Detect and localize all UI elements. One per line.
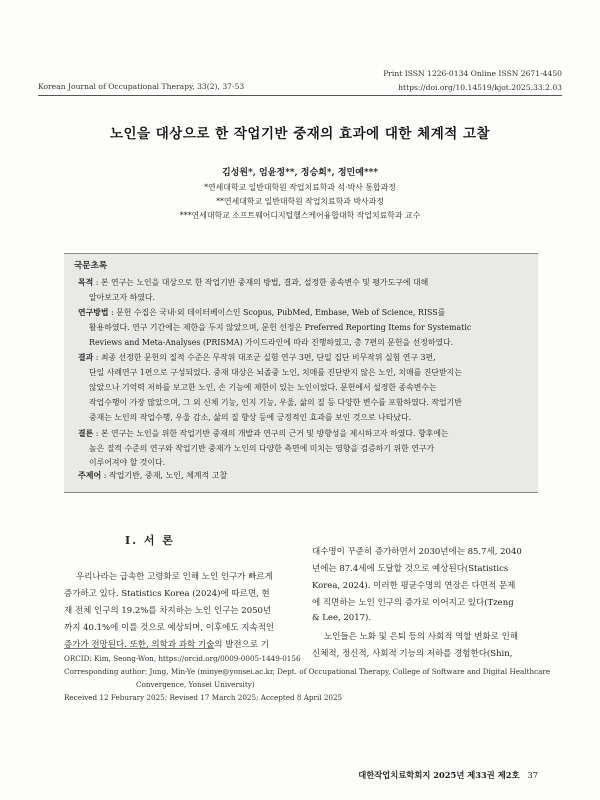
keywords-line: [78, 470, 227, 481]
body-line: 우리나라는 급속한 고령화로 인해 노인 인구가 빠르게: [76, 572, 273, 582]
abstract-line: 않았으나 기억력 저하를 보고한 노인, 손 기능에 제한이 있는 노인이었다. 문헌에서 설정한 종속변수는: [89, 383, 437, 392]
author-list: 김성원*, 엄윤정**, 정승희*, 정민예***: [221, 168, 379, 178]
body-line: 증가하고 있다. Statistics Korea (2024)에 따르면, 현: [64, 589, 270, 599]
affiliation-3: ***연세대학교 소프트웨어디지털헬스케어융합대학 작업치료학과 교수: [179, 211, 421, 220]
abstract-line: 알아보고자 하였다.: [89, 293, 155, 302]
abstract-label: 결론: [78, 429, 94, 438]
abstract-line: [78, 307, 445, 318]
body-line: 대수명이 꾸준히 증가하면서 2030년에는 85.7세, 2040: [312, 547, 522, 557]
abstract-label: 연구방법: [78, 308, 109, 317]
page-footer: [358, 769, 538, 781]
body-line: 재 전체 인구의 19.2%를 차지하는 노인 인구는 2050년: [64, 606, 272, 616]
body-line: 신체적, 정신적, 사회적 기능의 저하를 경험한다(Shin,: [312, 649, 513, 659]
received-dates-footnote: Received 12 Feburary 2025; Revised 17 March 2025; Accepted 8 April 2025: [64, 693, 343, 702]
footer-journal: 대한작업치료학회지 2025년 제33권 제2호: [358, 770, 520, 780]
body-line: Korea, 2024). 이러한 평균수명의 연장은 다면적 문제: [312, 581, 516, 591]
abstract-text: : 최종 선정한 문헌의 질적 수준은 무작위 대조군 실험 연구 3편, 단일 집단 비무작위 실험 연구 3편,: [93, 353, 436, 362]
doi-link[interactable]: https://doi.org/10.14519/kjot.2025.33.2.03: [398, 83, 562, 92]
body-line: 증가가 전망된다. 또한, 의학과 과학 기술의 발전으로 기: [64, 640, 269, 650]
body-line: & Lee, 2017).: [312, 613, 372, 623]
abstract-text: : 문헌 수집은 국내·외 데이터베이스인 Scopus, PubMed, Embase, Web of Science, RISS를: [108, 308, 446, 317]
keywords-text: : 작업기반, 중재, 노인, 체계적 고찰: [101, 471, 228, 480]
footnote-rule: [64, 648, 214, 649]
orcid-footnote: ORCID: Kim, Seong-Won, https://orcid.org/0009-0005-1449-0156: [64, 654, 301, 663]
affiliation-1: *연세대학교 일반대학원 작업치료학과 석·박사 통합과정: [204, 183, 396, 192]
abstract-line: Reviews and Meta-Analyses (PRISMA) 가이드라인에 따라 진행하였고, 총 7편의 문헌을 선정하였다.: [89, 338, 454, 347]
abstract-line: 작업수행이 가장 많았으며, 그 외 신체 기능, 인지 기능, 우울, 삶의 질 등 다양한 변수를 포함하였다. 작업기반: [89, 398, 462, 407]
abstract-line: [78, 277, 428, 288]
section-heading: Ⅰ. 서 론: [125, 534, 175, 547]
abstract-text: : 본 연구는 노인을 위한 작업기반 중재의 개발과 연구의 근거 및 방향성을 제시하고자 하였다. 향후에는: [93, 429, 449, 438]
abstract-line: [78, 428, 449, 439]
body-line: 년에는 87.4세에 도달할 것으로 예상된다(Statistics: [312, 564, 509, 574]
journal-citation: Korean Journal of Occupational Therapy, 33(2), 37-53: [38, 82, 245, 91]
body-line: 에 직면하는 노인 인구의 증가로 이어지고 있다(Tzeng: [312, 598, 514, 608]
abstract-line: 중재는 노인의 작업수행, 우울 감소, 삶의 질 향상 등에 긍정적인 효과를 보인 것으로 나타났다.: [89, 413, 412, 422]
page-number: 37: [527, 770, 538, 780]
abstract-label: 목적: [78, 278, 94, 287]
abstract-label: 결과: [78, 353, 94, 362]
paper-title: 노인을 대상으로 한 작업기반 중재의 효과에 대한 체계적 고찰: [109, 126, 491, 142]
abstract-heading: 국문초록: [74, 261, 108, 271]
keywords-label: 주제어: [78, 470, 102, 480]
issn-line: Print ISSN 1226-0134 Online ISSN 2671-4450: [383, 69, 562, 78]
body-line: 노인들은 노화 및 은퇴 등의 사회적 역할 변화로 인해: [324, 632, 519, 642]
abstract-line: 활용하였다. 연구 기간에는 제한을 두지 않았으며, 문헌 선정은 Preferred Reporting Items for Systematic: [89, 323, 472, 332]
affiliation-2: **연세대학교 일반대학원 작업치료학과 박사과정: [216, 197, 384, 206]
abstract-line: 단일 사례연구 1편으로 구성되었다. 중재 대상은 뇌졸중 노인, 치매를 진단받지 않은 노인, 치매를 진단받지는: [89, 368, 462, 377]
abstract-line: [78, 352, 436, 363]
abstract-line: 이루어져야 할 것이다.: [89, 458, 166, 467]
corresponding-author-footnote: Corresponding author: Jung, Min-Ye (minye@yonsei.ac.kr, Dept. of Occupational Therapy, College of Software and Digital Healthcare: [64, 667, 551, 676]
corresponding-author-footnote-cont: Convergence, Yonsei University): [136, 680, 255, 689]
abstract-text: : 본 연구는 노인을 대상으로 한 작업기반 중재의 방법, 결과, 설정한 종속변수 및 평가도구에 대해: [93, 278, 429, 287]
header-rule: [38, 95, 562, 96]
abstract-line: 높은 질적 수준의 연구와 작업기반 중재가 노인의 다양한 측면에 미치는 영향을 검증하기 위한 연구가: [89, 444, 435, 453]
body-line: 까지 40.1%에 이를 것으로 예상되며, 이후에도 지속적인: [64, 623, 275, 633]
